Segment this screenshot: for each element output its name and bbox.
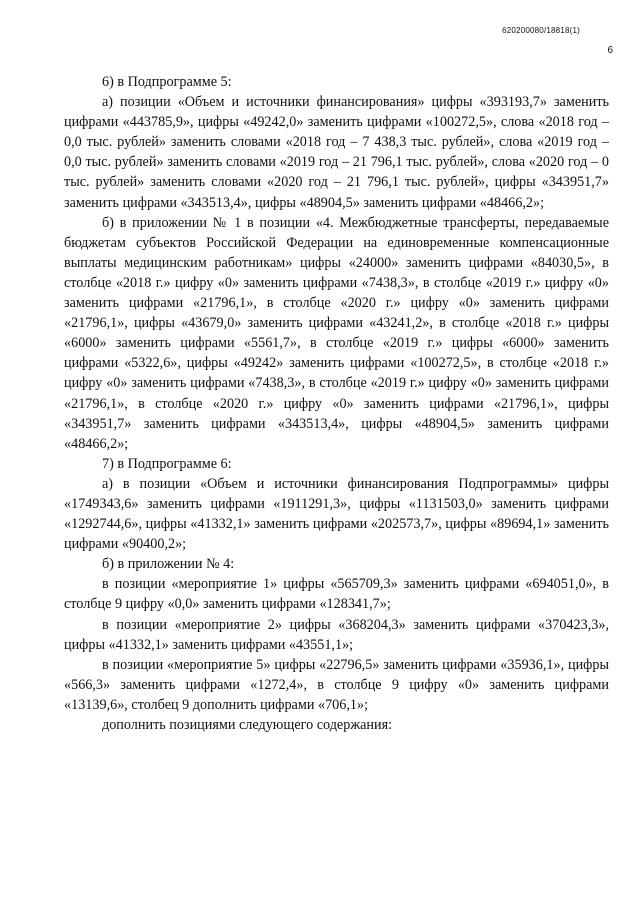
- paragraph-measure-1: в позиции «мероприятие 1» цифры «565709,3» заменить цифрами «694051,0», в столбце 9 цифру «0,0» заменить цифрами «128341,7»;: [64, 576, 609, 613]
- paragraph-supplement: дополнить позициями следующего содержания:: [102, 717, 393, 733]
- paragraph-subprogram-6-heading: 7) в Подпрограмме 6:: [102, 455, 232, 472]
- paragraph-6a-financing: а) в позиции «Объем и источники финансирования Подпрограммы» цифры «1749343,6» заменить цифрами «1911291,3», цифры «1131503,0» заменить цифрами «1292744,6», цифры «41332,1» заменить цифрами «202573,7», цифры «89694,1» заменить цифрами «90400,2»;: [64, 475, 609, 553]
- document-body: [64, 72, 609, 735]
- paragraph-subprogram-5-heading: 6) в Подпрограмме 5:: [102, 74, 232, 90]
- paragraph-measure-5: в позиции «мероприятие 5» цифры «22796,5» заменить цифрами «35936,1», цифры «566,3» заменить цифрами «1272,4», в столбце 9 цифру «0» заменить цифрами «13139,6», столбец 9 дополнить цифрами «706,1»;: [64, 656, 609, 713]
- paragraph-5b-appendix-1: б) в приложении № 1 в позиции «4. Межбюджетные трансферты, передаваемые бюджетам субъектов Российской Федерации на единовременные компенсационные выплаты медицинским работникам» цифры «24000» заменить цифрами «84030,5», в столбце «2018 г.» цифру «0» заменить цифрами «7438,3», в столбце «2019 г.» цифру «0» заменить цифрами «21796,1», в столбце «2020 г.» цифру «0» заменить цифрами «21796,1», цифры «43679,0» заменить цифрами «43241,2», в столбце «2018 г.» цифры «6000» заменить цифрами «5561,7», в столбце «2019 г.» цифры «6000» заменить цифрами «5322,6», цифры «49242» заменить цифрами «100272,5», в столбце «2018 г.» цифру «0» заменить цифрами «7438,3», в столбце «2019 г.» цифру «0» заменить цифрами «21796,1», в столбце «2020 г.» цифру «0» заменить цифрами «21796,1», цифры «343951,7» заменить цифрами «343513,4», цифры «48904,5» заменить цифрами «48466,2»;: [64, 214, 609, 452]
- paragraph-6b-appendix-4: б) в приложении № 4:: [102, 556, 235, 573]
- paragraph-5a-financing: а) позиции «Объем и источники финансирования» цифры «393193,7» заменить цифрами «443785,9», цифры «49242,0» заменить цифрами «100272,5», слова «2018 год – 0,0 тыс. рублей» заменить словами «2018 год – 7 438,3 тыс. рублей», слова «2019 год – 0,0 тыс. рублей» заменить словами «2019 год – 21 796,1 тыс. рублей», слова «2020 год – 0 тыс. рублей» заменить словами «2020 год – 21 796,1 тыс. рублей», цифры «343951,7» заменить цифрами «343513,4», цифры «48904,5» заменить цифрами «48466,2»;: [64, 94, 609, 211]
- document-code: 620200080/18818(1): [502, 26, 580, 35]
- paragraph-measure-2: в позиции «мероприятие 2» цифры «368204,3» заменить цифрами «370423,3», цифры «41332,1» заменить цифрами «43551,1»;: [64, 616, 609, 653]
- page-number: 6: [607, 45, 613, 56]
